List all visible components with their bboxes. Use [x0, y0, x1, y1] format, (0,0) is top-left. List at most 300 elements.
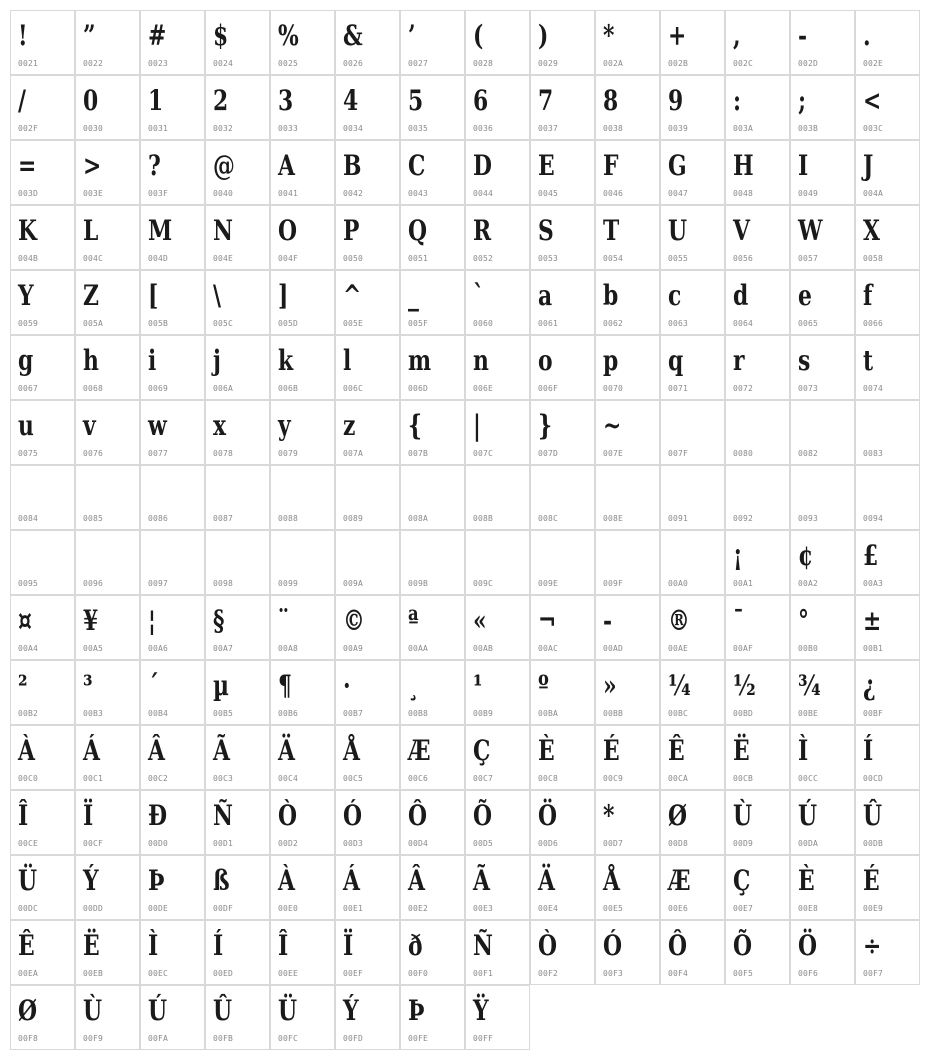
glyph-cell	[270, 790, 335, 855]
glyph-sample: v	[83, 409, 96, 442]
glyph-code-label: 0033	[278, 124, 299, 133]
glyph-code-label: 00C8	[538, 774, 559, 783]
glyph-sample: a	[538, 279, 553, 312]
glyph-code-label: 007B	[408, 449, 429, 458]
glyph-cell	[465, 985, 530, 1050]
glyph-sample: Å	[603, 864, 620, 897]
glyph-sample: Ñ	[213, 799, 233, 832]
glyph-cell	[725, 725, 790, 790]
glyph-cell	[140, 985, 205, 1050]
glyph-cell	[790, 140, 855, 205]
glyph-sample: p	[603, 344, 619, 377]
glyph-cell	[335, 335, 400, 400]
glyph-code-label: 00C3	[213, 774, 234, 783]
glyph-cell	[595, 725, 660, 790]
glyph-code-label: 0096	[83, 579, 104, 588]
glyph-code-label: 00FF	[473, 1034, 494, 1043]
glyph-code-label: 00B6	[278, 709, 299, 718]
glyph-sample: ;	[798, 84, 807, 117]
glyph-sample: H	[733, 149, 754, 182]
glyph-code-label: 00CC	[798, 774, 819, 783]
glyph-sample: -	[798, 19, 808, 52]
glyph-code-label: 0076	[83, 449, 104, 458]
glyph-sample: }	[538, 409, 553, 442]
glyph-code-label: 00AF	[733, 644, 754, 653]
glyph-sample: n	[473, 344, 489, 377]
glyph-code-label: 00DF	[213, 904, 234, 913]
glyph-code-label: 0097	[148, 579, 169, 588]
glyph-cell	[725, 660, 790, 725]
glyph-cell	[855, 790, 920, 855]
glyph-cell	[270, 400, 335, 465]
glyph-sample: Ì	[798, 734, 809, 767]
glyph-code-label: 0027	[408, 59, 429, 68]
glyph-cell	[400, 530, 465, 595]
glyph-sample: >	[83, 149, 102, 182]
glyph-sample: l	[343, 344, 352, 377]
glyph-sample: ½	[733, 669, 756, 702]
glyph-sample: X	[863, 214, 880, 247]
glyph-cell	[400, 660, 465, 725]
glyph-code-label: 0070	[603, 384, 624, 393]
glyph-sample: ¾	[798, 669, 821, 702]
glyph-cell	[10, 335, 75, 400]
glyph-sample: L	[83, 214, 99, 247]
glyph-sample: «	[473, 604, 487, 637]
glyph-sample: *	[603, 799, 615, 832]
glyph-code-label: 00BB	[603, 709, 624, 718]
glyph-cell	[205, 790, 270, 855]
glyph-code-label: 0092	[733, 514, 754, 523]
glyph-code-label: 00A5	[83, 644, 104, 653]
glyph-code-label: 007E	[603, 449, 624, 458]
glyph-cell	[660, 400, 725, 465]
glyph-sample: ´	[148, 669, 159, 702]
glyph-cell	[725, 335, 790, 400]
glyph-sample: Þ	[408, 994, 425, 1027]
glyph-cell	[595, 10, 660, 75]
glyph-sample: Ä	[538, 864, 555, 897]
glyph-sample: µ	[213, 669, 229, 702]
glyph-sample: C	[408, 149, 426, 182]
glyph-cell	[400, 465, 465, 530]
glyph-cell	[270, 855, 335, 920]
glyph-code-label: 0037	[538, 124, 559, 133]
glyph-sample: &	[343, 19, 363, 52]
glyph-sample: y	[278, 409, 291, 442]
glyph-sample: Ç	[733, 864, 751, 897]
glyph-cell	[595, 205, 660, 270]
glyph-code-label: 0046	[603, 189, 624, 198]
glyph-cell	[75, 465, 140, 530]
glyph-code-label: 0061	[538, 319, 559, 328]
glyph-code-label: 0064	[733, 319, 754, 328]
glyph-code-label: 00EC	[148, 969, 169, 978]
glyph-cell	[140, 10, 205, 75]
glyph-cell	[660, 920, 725, 985]
glyph-sample: Ô	[668, 929, 688, 962]
glyph-cell	[75, 205, 140, 270]
glyph-code-label: 00A4	[18, 644, 39, 653]
glyph-cell	[205, 205, 270, 270]
glyph-sample: {	[408, 409, 423, 442]
glyph-code-label: 0022	[83, 59, 104, 68]
glyph-code-label: 002C	[733, 59, 754, 68]
glyph-code-label: 00B8	[408, 709, 429, 718]
glyph-cell	[660, 595, 725, 660]
glyph-code-label: 00FB	[213, 1034, 234, 1043]
glyph-sample: d	[733, 279, 749, 312]
glyph-cell	[530, 270, 595, 335]
glyph-cell	[595, 530, 660, 595]
glyph-sample: ·	[343, 669, 351, 702]
glyph-code-label: 0068	[83, 384, 104, 393]
glyph-sample: Ü	[18, 864, 38, 897]
glyph-code-label: 0079	[278, 449, 299, 458]
glyph-sample: 7	[538, 84, 554, 117]
glyph-cell	[205, 595, 270, 660]
glyph-code-label: 0030	[83, 124, 104, 133]
glyph-sample: [	[148, 279, 159, 312]
glyph-sample: f	[863, 279, 873, 312]
glyph-code-label: 007A	[343, 449, 364, 458]
glyph-sample: È	[798, 864, 815, 897]
glyph-code-label: 0075	[18, 449, 39, 458]
glyph-code-label: 004E	[213, 254, 234, 263]
glyph-cell	[400, 270, 465, 335]
glyph-cell	[75, 400, 140, 465]
glyph-code-label: 0038	[603, 124, 624, 133]
glyph-cell	[465, 75, 530, 140]
glyph-sample: ª	[408, 604, 419, 637]
glyph-cell	[790, 530, 855, 595]
glyph-code-label: 0095	[18, 579, 39, 588]
glyph-code-label: 00E8	[798, 904, 819, 913]
glyph-code-label: 00E3	[473, 904, 494, 913]
glyph-code-label: 0050	[343, 254, 364, 263]
glyph-code-label: 00B3	[83, 709, 104, 718]
glyph-code-label: 00AE	[668, 644, 689, 653]
glyph-cell	[855, 595, 920, 660]
glyph-cell	[140, 595, 205, 660]
glyph-sample: °	[798, 604, 809, 637]
glyph-cell	[790, 75, 855, 140]
glyph-code-label: 0034	[343, 124, 364, 133]
glyph-cell	[855, 140, 920, 205]
glyph-sample: t	[863, 344, 874, 377]
glyph-cell	[335, 855, 400, 920]
glyph-code-label: 003E	[83, 189, 104, 198]
glyph-sample: U	[668, 214, 688, 247]
glyph-sample: Ý	[83, 864, 99, 897]
glyph-cell	[530, 855, 595, 920]
glyph-cell	[205, 985, 270, 1050]
glyph-sample: Þ	[148, 864, 165, 897]
glyph-cell	[10, 920, 75, 985]
glyph-code-label: 00DD	[83, 904, 104, 913]
glyph-sample: s	[798, 344, 811, 377]
glyph-code-label: 00DC	[18, 904, 39, 913]
glyph-code-label: 00A0	[668, 579, 689, 588]
glyph-cell	[660, 530, 725, 595]
glyph-sample: w	[148, 409, 167, 442]
glyph-sample: Ò	[278, 799, 298, 832]
glyph-code-label: 006C	[343, 384, 364, 393]
glyph-sample: Ö	[798, 929, 818, 962]
glyph-code-label: 003B	[798, 124, 819, 133]
glyph-code-label: 0078	[213, 449, 234, 458]
glyph-code-label: 0074	[863, 384, 884, 393]
glyph-sample: I	[798, 149, 809, 182]
glyph-code-label: 00F0	[408, 969, 429, 978]
glyph-sample: Ï	[343, 929, 354, 962]
glyph-code-label: 00EE	[278, 969, 299, 978]
glyph-sample: Ô	[408, 799, 428, 832]
glyph-code-label: 008C	[538, 514, 559, 523]
glyph-code-label: 0085	[83, 514, 104, 523]
glyph-code-label: 002D	[798, 59, 819, 68]
glyph-code-label: 00D8	[668, 839, 689, 848]
glyph-sample: +	[668, 19, 687, 52]
glyph-cell	[465, 10, 530, 75]
glyph-sample: !	[18, 19, 28, 52]
glyph-sample: Z	[83, 279, 99, 312]
glyph-cell	[530, 595, 595, 660]
glyph-sample: u	[18, 409, 34, 442]
glyph-code-label: 00AC	[538, 644, 559, 653]
glyph-code-label: 0062	[603, 319, 624, 328]
glyph-cell	[140, 75, 205, 140]
glyph-cell	[140, 790, 205, 855]
glyph-sample: m	[408, 344, 432, 377]
glyph-cell	[335, 790, 400, 855]
glyph-sample: h	[83, 344, 99, 377]
glyph-code-label: 00C9	[603, 774, 624, 783]
glyph-code-label: 0098	[213, 579, 234, 588]
glyph-cell	[660, 10, 725, 75]
glyph-code-label: 0065	[798, 319, 819, 328]
glyph-cell	[270, 660, 335, 725]
glyph-sample: |	[473, 409, 481, 442]
glyph-sample: $	[213, 19, 229, 52]
glyph-code-label: 005A	[83, 319, 104, 328]
glyph-code-label: 0053	[538, 254, 559, 263]
glyph-code-label: 0088	[278, 514, 299, 523]
glyph-cell	[660, 855, 725, 920]
glyph-cell	[335, 920, 400, 985]
glyph-cell	[530, 660, 595, 725]
glyph-sample: x	[213, 409, 227, 442]
glyph-code-label: 00E1	[343, 904, 364, 913]
glyph-cell	[465, 790, 530, 855]
glyph-cell	[205, 920, 270, 985]
glyph-code-label: 00D4	[408, 839, 429, 848]
glyph-sample: 9	[668, 84, 684, 117]
glyph-code-label: 009F	[603, 579, 624, 588]
glyph-sample: r	[733, 344, 745, 377]
glyph-cell	[75, 530, 140, 595]
glyph-cell	[790, 595, 855, 660]
glyph-sample: Ñ	[473, 929, 493, 962]
glyph-code-label: 0094	[863, 514, 884, 523]
glyph-sample: A	[278, 149, 295, 182]
glyph-sample: #	[148, 19, 167, 52]
glyph-cell	[790, 855, 855, 920]
glyph-code-label: 00C6	[408, 774, 429, 783]
glyph-code-label: 008B	[473, 514, 494, 523]
glyph-sample: ¯	[733, 604, 744, 637]
glyph-code-label: 0059	[18, 319, 39, 328]
glyph-cell	[855, 920, 920, 985]
glyph-code-label: 00BE	[798, 709, 819, 718]
glyph-cell	[400, 335, 465, 400]
glyph-code-label: 009C	[473, 579, 494, 588]
glyph-code-label: 00B4	[148, 709, 169, 718]
glyph-sample: 3	[278, 84, 294, 117]
glyph-code-label: 00C0	[18, 774, 39, 783]
glyph-code-label: 00DE	[148, 904, 169, 913]
glyph-code-label: 00E7	[733, 904, 754, 913]
glyph-code-label: 003C	[863, 124, 884, 133]
glyph-code-label: 006D	[408, 384, 429, 393]
glyph-sample: Ÿ	[473, 994, 489, 1027]
glyph-code-label: 00BA	[538, 709, 559, 718]
glyph-cell	[855, 75, 920, 140]
glyph-cell	[335, 985, 400, 1050]
glyph-code-label: 00CB	[733, 774, 754, 783]
glyph-cell	[855, 400, 920, 465]
glyph-code-label: 00A8	[278, 644, 299, 653]
glyph-cell	[400, 205, 465, 270]
glyph-cell	[595, 270, 660, 335]
glyph-cell	[790, 660, 855, 725]
glyph-sample: )	[538, 19, 549, 52]
glyph-code-label: 003D	[18, 189, 39, 198]
glyph-sample: Ã	[473, 864, 490, 897]
glyph-sample: ^	[343, 279, 362, 312]
glyph-code-label: 004C	[83, 254, 104, 263]
glyph-cell	[205, 10, 270, 75]
glyph-sample: =	[18, 149, 37, 182]
glyph-sample: Ù	[733, 799, 753, 832]
glyph-code-label: 0032	[213, 124, 234, 133]
glyph-sample: ¼	[668, 669, 691, 702]
glyph-code-label: 0060	[473, 319, 494, 328]
glyph-code-label: 0080	[733, 449, 754, 458]
glyph-cell	[270, 465, 335, 530]
glyph-sample: Ç	[473, 734, 491, 767]
glyph-code-label: 007D	[538, 449, 559, 458]
glyph-sample: *	[603, 19, 615, 52]
glyph-code-label: 0025	[278, 59, 299, 68]
glyph-code-label: 00A9	[343, 644, 364, 653]
glyph-code-label: 00DB	[863, 839, 884, 848]
glyph-sample: ®	[668, 604, 690, 637]
glyph-code-label: 0029	[538, 59, 559, 68]
glyph-sample: ¿	[863, 669, 876, 702]
glyph-code-label: 006B	[278, 384, 299, 393]
glyph-code-label: 00EF	[343, 969, 364, 978]
glyph-sample: %	[278, 19, 299, 52]
glyph-code-label: 0042	[343, 189, 364, 198]
glyph-sample: »	[603, 669, 617, 702]
glyph-cell	[530, 335, 595, 400]
glyph-code-label: 005C	[213, 319, 234, 328]
glyph-cell	[335, 10, 400, 75]
glyph-cell	[75, 660, 140, 725]
glyph-cell	[335, 75, 400, 140]
glyph-code-label: 00C7	[473, 774, 494, 783]
glyph-sample: B	[343, 149, 362, 182]
glyph-code-label: 0083	[863, 449, 884, 458]
glyph-cell	[855, 465, 920, 530]
glyph-cell	[855, 855, 920, 920]
glyph-cell	[465, 725, 530, 790]
glyph-code-label: 0052	[473, 254, 494, 263]
glyph-sample: ¨	[278, 604, 289, 637]
glyph-cell	[400, 985, 465, 1050]
glyph-sample: Í	[213, 929, 224, 962]
glyph-code-label: 0087	[213, 514, 234, 523]
glyph-sample: Ú	[148, 994, 168, 1027]
glyph-cell	[530, 400, 595, 465]
glyph-code-label: 00C4	[278, 774, 299, 783]
glyph-cell	[205, 530, 270, 595]
glyph-cell	[10, 400, 75, 465]
glyph-code-label: 00CD	[863, 774, 884, 783]
glyph-code-label: 00DA	[798, 839, 819, 848]
glyph-cell	[140, 400, 205, 465]
glyph-cell	[75, 855, 140, 920]
glyph-sample: q	[668, 344, 684, 377]
glyph-code-label: 00D9	[733, 839, 754, 848]
glyph-cell	[790, 270, 855, 335]
glyph-cell	[465, 335, 530, 400]
glyph-sample: o	[538, 344, 553, 377]
glyph-cell	[725, 595, 790, 660]
glyph-code-label: 00F1	[473, 969, 494, 978]
glyph-cell	[595, 790, 660, 855]
glyph-sample: j	[213, 344, 221, 377]
glyph-code-label: 00D3	[343, 839, 364, 848]
glyph-sample: k	[278, 344, 294, 377]
glyph-sample: Ê	[668, 734, 685, 767]
glyph-cell	[10, 270, 75, 335]
glyph-sample: É	[603, 734, 620, 767]
glyph-sample: F	[603, 149, 619, 182]
glyph-code-label: 0099	[278, 579, 299, 588]
glyph-cell	[270, 920, 335, 985]
glyph-code-label: 0069	[148, 384, 169, 393]
glyph-sample: Ë	[83, 929, 100, 962]
glyph-code-label: 0056	[733, 254, 754, 263]
glyph-code-label: 00D5	[473, 839, 494, 848]
glyph-code-label: 00FC	[278, 1034, 299, 1043]
glyph-code-label: 00F6	[798, 969, 819, 978]
glyph-cell	[725, 270, 790, 335]
glyph-code-label: 00F2	[538, 969, 559, 978]
glyph-code-label: 008A	[408, 514, 429, 523]
glyph-cell	[140, 205, 205, 270]
glyph-sample: Ù	[83, 994, 103, 1027]
glyph-code-label: 0071	[668, 384, 689, 393]
glyph-sample: 2	[213, 84, 229, 117]
glyph-code-label: 00AA	[408, 644, 429, 653]
glyph-sample: T	[603, 214, 620, 247]
glyph-code-label: 0054	[603, 254, 624, 263]
glyph-sample: M	[148, 214, 173, 247]
glyph-cell	[530, 530, 595, 595]
